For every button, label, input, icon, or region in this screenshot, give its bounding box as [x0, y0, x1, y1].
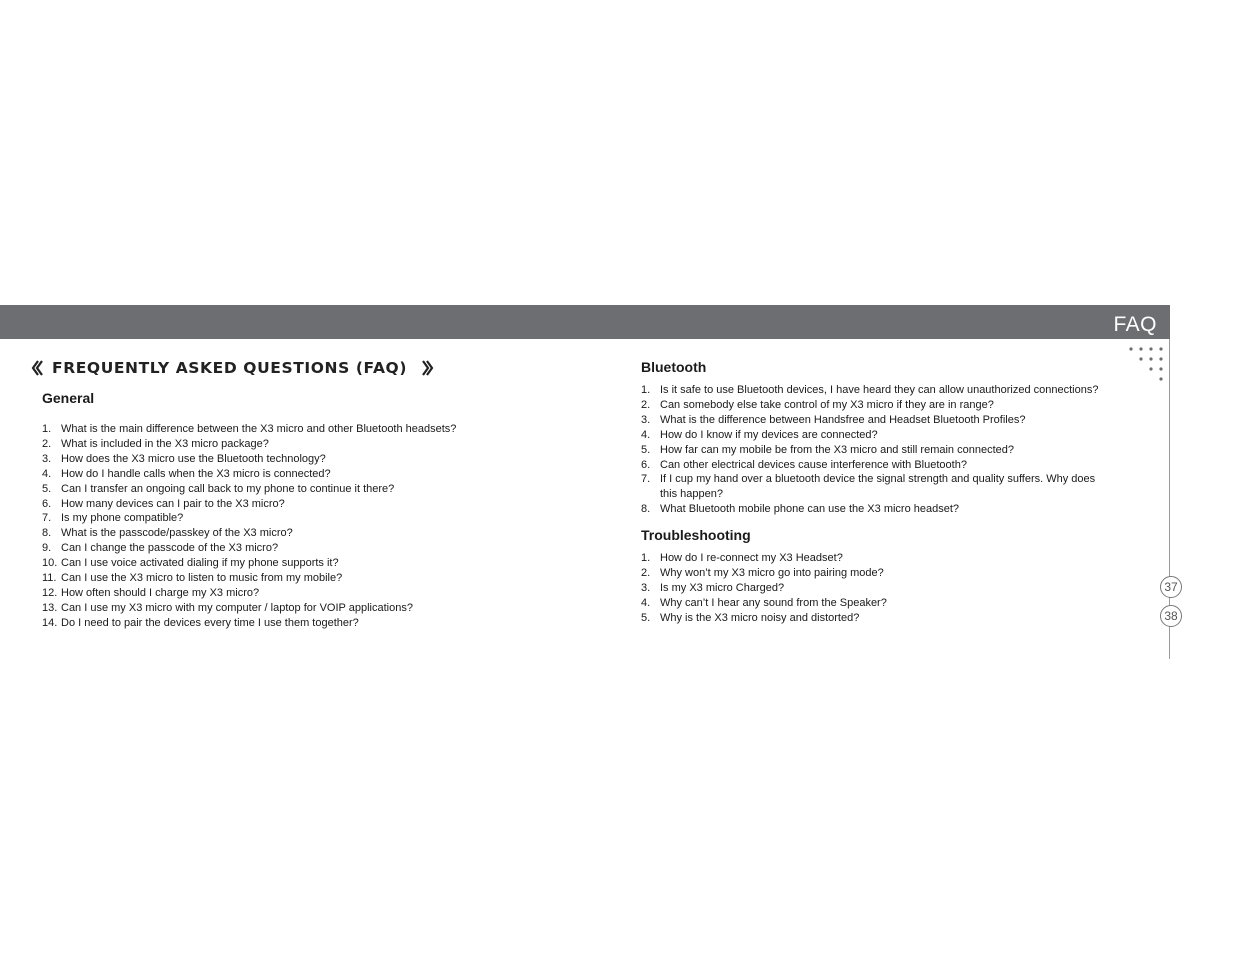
page-title [30, 359, 435, 377]
list-item-question: What is the difference between Handsfree and Headset Bluetooth Profiles? [660, 413, 1026, 426]
list-item-question: Do I need to pair the devices every time I use them together? [61, 616, 359, 629]
list-item-number: 7. [641, 473, 651, 486]
list-item [641, 566, 887, 581]
bluetooth-question-list [641, 383, 1100, 517]
list-item-number: 9. [42, 542, 52, 555]
list-item-number: 4. [641, 596, 651, 609]
list-item [641, 458, 1100, 473]
list-item-question: How far can my mobile be from the X3 micro and still remain connected? [660, 443, 1014, 456]
list-item-number: 10. [42, 557, 58, 570]
page-number-left: 37 [1160, 576, 1182, 598]
list-item-question: If I cup my hand over a bluetooth device the signal strength and quality suffers. Why does this happen? [660, 473, 1096, 501]
double-chevron-right-icon [421, 359, 435, 377]
list-item-question: Is my phone compatible? [61, 512, 184, 525]
list-item-number: 8. [42, 527, 52, 540]
list-item-question: How do I know if my devices are connected? [660, 428, 878, 441]
list-item-question: Can I use voice activated dialing if my phone supports it? [61, 557, 339, 570]
list-item-number: 1. [641, 552, 651, 564]
list-item [641, 383, 1100, 398]
list-item-number: 3. [42, 452, 52, 465]
list-item-number: 12. [42, 586, 58, 599]
list-item-question: How do I re-connect my X3 Headset? [660, 552, 843, 564]
list-item-number: 5. [641, 611, 651, 624]
list-item [42, 616, 456, 631]
list-item [641, 413, 1100, 428]
list-item [641, 398, 1100, 413]
general-heading: General [42, 390, 95, 406]
list-item-number: 5. [42, 482, 52, 495]
list-item-question: What is the passcode/passkey of the X3 micro? [61, 527, 293, 540]
section-label: FAQ [1113, 313, 1157, 336]
list-item [641, 443, 1100, 458]
header-bar [0, 305, 1170, 339]
decorative-dots-icon [1120, 344, 1170, 386]
list-item [42, 497, 456, 512]
double-chevron-left-icon [30, 359, 44, 377]
list-item-number: 8. [641, 503, 651, 516]
list-item [42, 601, 456, 616]
list-item [42, 422, 456, 437]
list-item-number: 5. [641, 443, 651, 456]
list-item-question: Why can’t I hear any sound from the Speaker? [660, 596, 887, 609]
list-item-number: 3. [641, 581, 651, 594]
list-item-number: 4. [641, 428, 651, 441]
list-item-number: 3. [641, 413, 651, 426]
list-item-question: Why is the X3 micro noisy and distorted? [660, 611, 860, 624]
list-item [42, 511, 456, 526]
list-item-question: Can I use the X3 micro to listen to music from my mobile? [61, 572, 343, 585]
list-item-number: 4. [42, 467, 52, 480]
list-item-number: 13. [42, 601, 58, 614]
list-item [641, 581, 887, 596]
list-item-number: 6. [42, 497, 52, 510]
list-item-question: What is included in the X3 micro package? [61, 437, 269, 450]
list-item [641, 596, 887, 611]
list-item-question: Why won’t my X3 micro go into pairing mode? [660, 566, 884, 579]
list-item-number: 7. [42, 512, 52, 525]
list-item-number: 2. [641, 398, 651, 411]
list-item-question: Can I use my X3 micro with my computer / laptop for VOIP applications? [61, 601, 413, 614]
list-item-question: How does the X3 micro use the Bluetooth technology? [61, 452, 326, 465]
list-item-number: 2. [641, 566, 651, 579]
list-item [42, 452, 456, 467]
list-item [42, 526, 456, 541]
list-item-number: 1. [641, 384, 651, 396]
list-item-question: Can I transfer an ongoing call back to my phone to continue it there? [61, 482, 395, 495]
list-item-question: How often should I charge my X3 micro? [61, 586, 260, 599]
list-item [42, 482, 456, 497]
list-item-question: What Bluetooth mobile phone can use the X3 micro headset? [660, 503, 960, 516]
list-item [641, 472, 1100, 502]
list-item [42, 556, 456, 571]
list-item-number: 2. [42, 437, 52, 450]
bluetooth-heading: Bluetooth [641, 359, 707, 375]
list-item [42, 586, 456, 601]
list-item [641, 502, 1100, 517]
page-title-text: FREQUENTLY ASKED QUESTIONS (FAQ) [52, 359, 408, 377]
page-number-right: 38 [1160, 605, 1182, 627]
list-item [42, 571, 456, 586]
list-item-question: Can somebody else take control of my X3 micro if they are in range? [660, 398, 994, 411]
list-item [641, 611, 887, 626]
list-item-number: 14. [42, 616, 58, 629]
list-item [641, 551, 887, 566]
list-item [42, 541, 456, 556]
list-item-question: Can other electrical devices cause interference with Bluetooth? [660, 458, 967, 471]
list-item-question: Is my X3 micro Charged? [660, 581, 785, 594]
list-item-number: 6. [641, 458, 651, 471]
list-item-question: Can I change the passcode of the X3 micro? [61, 542, 279, 555]
list-item-question: How do I handle calls when the X3 micro is connected? [61, 467, 331, 480]
list-item-question: How many devices can I pair to the X3 micro? [61, 497, 285, 510]
list-item-number: 11. [42, 572, 57, 585]
troubleshooting-heading: Troubleshooting [641, 527, 751, 543]
list-item [42, 437, 456, 452]
general-question-list [42, 422, 456, 631]
troubleshooting-question-list [641, 551, 887, 626]
list-item-number: 1. [42, 423, 52, 435]
list-item [641, 428, 1100, 443]
list-item-question: What is the main difference between the X3 micro and other Bluetooth headsets? [61, 423, 457, 435]
list-item-question: Is it safe to use Bluetooth devices, I have heard they can allow unauthorized connections? [660, 384, 1099, 396]
list-item [42, 467, 456, 482]
